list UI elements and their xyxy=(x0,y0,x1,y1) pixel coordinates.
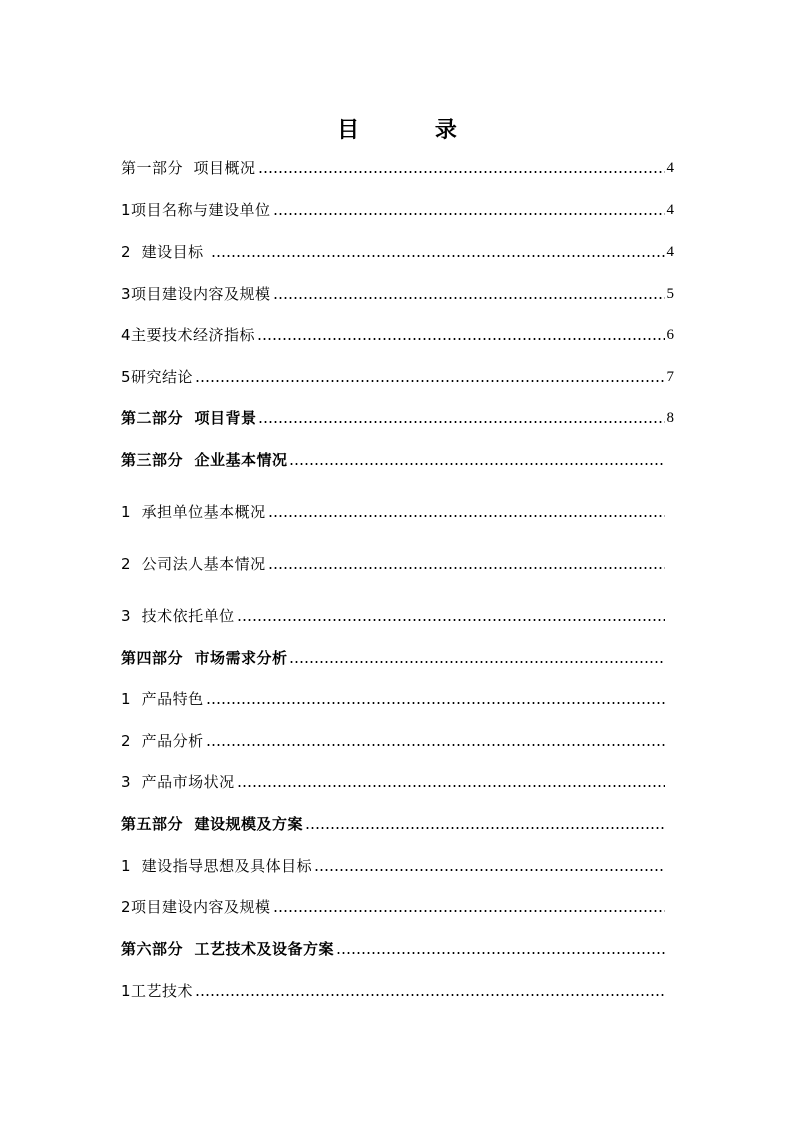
leader-dots xyxy=(211,255,665,257)
leader-dots xyxy=(195,994,665,996)
leader-dots xyxy=(268,515,665,517)
toc-entry-label: 3项目建设内容及规模 xyxy=(121,285,271,303)
toc-entry-label: 3 产品市场状况 xyxy=(121,773,235,791)
leader-dots xyxy=(206,744,665,746)
leader-dots xyxy=(258,171,665,173)
leader-dots xyxy=(237,619,665,621)
toc-entry-label: 1项目名称与建设单位 xyxy=(121,201,271,219)
toc-entry-label: 2 建设目标 xyxy=(121,243,209,261)
toc-entry[interactable] xyxy=(121,284,674,304)
toc-page-number: 8 xyxy=(666,410,674,426)
toc-entry[interactable] xyxy=(121,606,674,626)
toc-entry[interactable] xyxy=(121,856,674,876)
toc-entry-label: 2项目建设内容及规模 xyxy=(121,898,271,916)
toc-entry[interactable] xyxy=(121,325,674,345)
toc-entry-label: 第四部分 市场需求分析 xyxy=(121,649,288,667)
toc-page-number: 4 xyxy=(666,244,674,260)
toc-page-number: 4 xyxy=(666,202,674,218)
leader-dots xyxy=(289,661,665,663)
toc-entry-label: 1 建设指导思想及具体目标 xyxy=(121,857,313,875)
toc-entry-label: 2 公司法人基本情况 xyxy=(121,555,266,573)
toc-page-number: 7 xyxy=(666,369,674,385)
toc-page-number: 5 xyxy=(666,286,674,302)
toc-entry[interactable] xyxy=(121,158,674,178)
leader-dots xyxy=(273,213,665,215)
toc-entry-label: 第一部分 项目概况 xyxy=(121,159,256,177)
toc-entry-label: 1 产品特色 xyxy=(121,690,204,708)
toc-entry[interactable] xyxy=(121,450,674,470)
toc-entry[interactable] xyxy=(121,939,674,959)
toc-entry[interactable] xyxy=(121,897,674,917)
toc-entry[interactable] xyxy=(121,408,674,428)
leader-dots xyxy=(289,463,665,465)
toc-entry-label: 4主要技术经济指标 xyxy=(121,326,256,344)
toc-entry[interactable] xyxy=(121,772,674,792)
toc-entry-label: 5研究结论 xyxy=(121,368,194,386)
toc-page-number: 4 xyxy=(666,160,674,176)
leader-dots xyxy=(314,869,665,871)
toc-entry-label: 1 承担单位基本概况 xyxy=(121,503,266,521)
toc-entry[interactable] xyxy=(121,554,674,574)
toc-entry[interactable] xyxy=(121,731,674,751)
toc-entry[interactable] xyxy=(121,689,674,709)
toc-entry-label: 第六部分 工艺技术及设备方案 xyxy=(121,940,334,958)
toc-entry[interactable] xyxy=(121,367,674,387)
toc-entry-label: 1工艺技术 xyxy=(121,982,194,1000)
toc-entry-label: 第五部分 建设规模及方案 xyxy=(121,815,303,833)
leader-dots xyxy=(336,952,665,954)
leader-dots xyxy=(273,297,665,299)
toc-entry-label: 第三部分 企业基本情况 xyxy=(121,451,288,469)
leader-dots xyxy=(273,910,665,912)
leader-dots xyxy=(206,702,665,704)
leader-dots xyxy=(268,567,665,569)
leader-dots xyxy=(237,785,665,787)
toc-entry-label: 2 产品分析 xyxy=(121,732,204,750)
leader-dots xyxy=(257,338,665,340)
toc-entry[interactable] xyxy=(121,200,674,220)
leader-dots xyxy=(305,827,665,829)
toc-entry[interactable] xyxy=(121,648,674,668)
page-title: 目 录 xyxy=(337,117,491,143)
toc-entry-label: 3 技术依托单位 xyxy=(121,607,235,625)
toc-entry-label: 第二部分 项目背景 xyxy=(121,409,257,427)
toc-entry[interactable] xyxy=(121,502,674,522)
toc-entry[interactable] xyxy=(121,981,674,1001)
toc-entry[interactable] xyxy=(121,242,674,262)
leader-dots xyxy=(258,421,665,423)
toc-entry[interactable] xyxy=(121,814,674,834)
toc-page-number: 6 xyxy=(666,327,674,343)
leader-dots xyxy=(195,380,665,382)
